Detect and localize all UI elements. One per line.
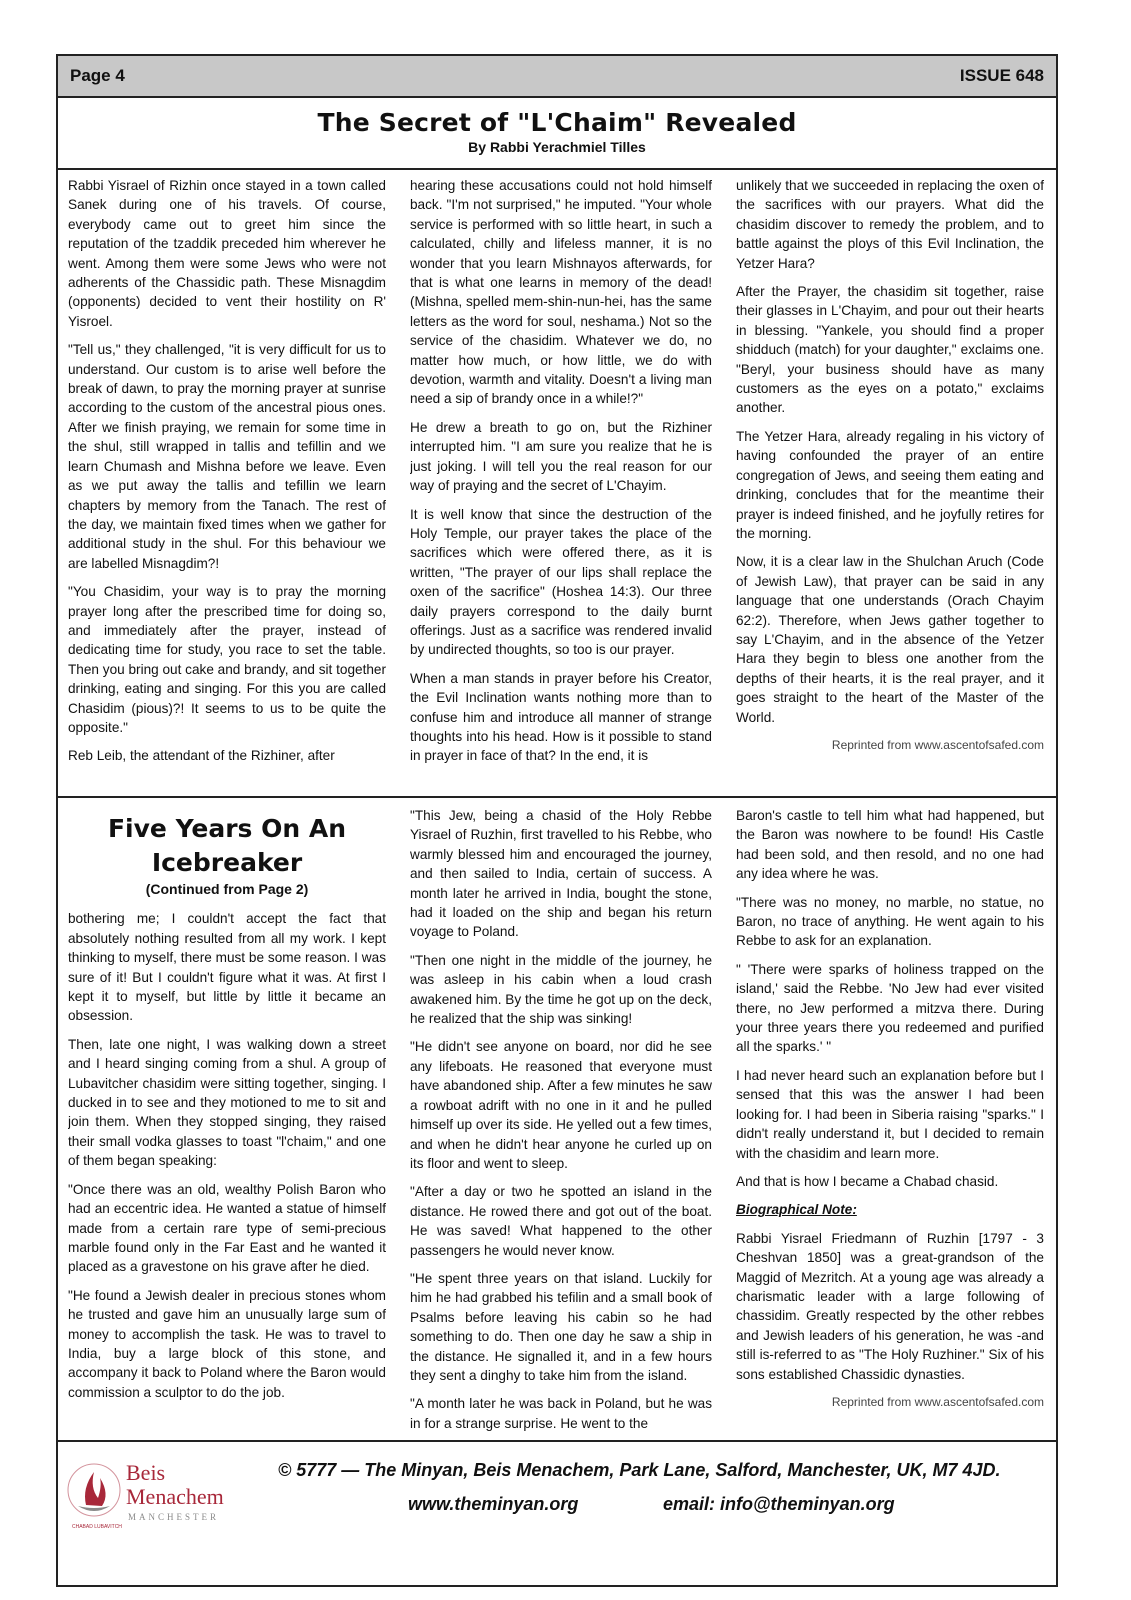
paragraph: Then, late one night, I was walking down a street and I heard singing coming from a shul. A group of Lubavitcher chasidim were sitting together, singing. I ducked in to see and they motioned to me to sit and join them. When they stopped singing, they raised their small vodka glasses to toast "l'chaim," and one of them began speaking: (68, 1036, 386, 1169)
paragraph: "There was no money, no marble, no statue, no Baron, no trace of anything. He went again to his Rebbe to ask for an explanation. (736, 894, 1044, 949)
section-divider (58, 796, 1056, 798)
article2-title-line2: Icebreaker (151, 848, 303, 877)
paragraph: "After a day or two he spotted an island in the distance. He rowed there and got out of the boat. He was saved! What happened to the other passengers he would never know. (410, 1184, 712, 1258)
paragraph: I had never heard such an explanation before but I sensed that this was the answer I had been looking for. I had been in Siberia raising "sparks." I didn't really understand it, but I decided to remain with the chasidim and learn more. (736, 1067, 1044, 1161)
paragraph: "A month later he was back in Poland, but he was in for a strange surprise. He went to the (410, 1396, 712, 1431)
paragraph: "This Jew, being a chasid of the Holy Rebbe Yisrael of Ruzhin, first travelled to his Rebbe, who warmly blessed him and encouraged the journey, and then sailed to India, certain of success. A month later he arrived in India, bought the stone, had it loaded on the ship and began his return voyage to Poland. (410, 808, 712, 940)
paragraph: "Once there was an old, wealthy Polish Baron who had an eccentric idea. He wanted a statue of himself made from a certain rare type of semi-precious marble found only in the Far East and he wanted it placed as a gravestone on his grave after he died. (68, 1181, 386, 1275)
paragraph: " 'There were sparks of holiness trapped on the island,' said the Rebbe. 'No Jew had ever visited there, no Jew performed a mitzva there. During your three years there you redeemed and purified all the sparks.' " (736, 961, 1044, 1055)
logo-emblem-icon (64, 1450, 254, 1530)
email-link[interactable]: email: info@theminyan.org (663, 1494, 895, 1514)
article2-subtitle: (Continued from Page 2) (145, 881, 309, 897)
paragraph: It is well know that since the destruction of the Holy Temple, our prayer takes the place of the sacrifices which were offered there, as it is written, "The prayer of our lips shall replace the oxen of the sacrifice" (Hoshea 14:3). Our three daily prayers correspond to the daily burnt offerings. Just as a sacrifice was rendered invalid by undirected thoughts, so too is our prayer. (410, 506, 712, 658)
paragraph: Now, it is a clear law in the Shulchan Aruch (Code of Jewish Law), that prayer can be said in any language that one understands (Orach Chayim 62:2). Therefore, when Jews gather together to say L'Chayim, and in the absence of the Yetzer Hara they begin to bless one another from the depths of their hearts, it is the real prayer, and it goes straight to the heart of the Master of the World. (736, 554, 1044, 725)
paragraph: "He spent three years on that island. Luckily for him he had grabbed his tefilin and a small book of Psalms before leaving his cabin so he had something to do. Then one day he saw a ship in the distance. He signalled it, and in a few hours they sent a dinghy to take him from the island. (410, 1270, 712, 1383)
article1-column-2 (410, 176, 712, 796)
article2-column-1 (68, 804, 386, 1440)
logo-arc-text: CHABAD LUBAVITCH (72, 1524, 122, 1530)
paragraph: When a man stands in prayer before his Creator, the Evil Inclination wants nothing more than to confuse him and introduce all manner of strange thoughts into his head. How is it possible to stand in prayer in face of that? In the end, it is (410, 670, 712, 764)
paragraph: "He found a Jewish dealer in precious stones whom he trusted and gave him an unusually large sum of money to accomplish the task. He was to travel to India, buy a large block of this stone, and accompany it back to Poland where the Baron would commission a sculptor to do the job. (68, 1287, 386, 1400)
page-frame (56, 54, 1058, 1587)
paragraph: The Yetzer Hara, already regaling in his victory of having confounded the prayer of an entire congregation of Jews, and seeing them eating and drinking, concludes that for the meantime their prayer is indeed finished, and he joyfully retires for the morning. (736, 428, 1044, 541)
paragraph: Reb Leib, the attendant of the Rizhiner, after (68, 748, 335, 764)
article1-title: The Secret of "L'Chaim" Revealed (317, 108, 797, 137)
beis-menachem-logo (64, 1450, 254, 1530)
issue-number: ISSUE 648 (959, 66, 1044, 85)
page-footer (58, 1442, 1056, 1587)
bio-note-heading: Biographical Note: (736, 1202, 857, 1218)
copyright-line: © 5777 — The Minyan, Beis Menachem, Park Lane, Salford, Manchester, UK, M7 4JD. (278, 1460, 1001, 1480)
page-number: Page 4 (70, 66, 125, 85)
article2-title-line1: Five Years On An (107, 814, 347, 843)
logo-text-manchester: MANCHESTER (128, 1512, 220, 1522)
logo-text-beis: Beis (126, 1460, 166, 1485)
paragraph: unlikely that we succeeded in replacing the oxen of the sacrifices with our prayers. What did the chasidim discover to remedy the problem, and to battle against the ploys of this Evil Inclination, the Yetzer Hara? (736, 178, 1044, 271)
paragraph: hearing these accusations could not hold himself back. "I'm not surprised," he imputed. "Your whole service is performed with so little heart, in such a calculated, chilly and lifeless manner, it is no wonder that you learn Mishnayos afterwards, for that is what one learns in memory of the dead! (Mishna, spelled mem-shin-nun-hei, has the same letters as the word for soul, neshama.) Not so the service of the chasidim. Whatever we do, no matter how much, or how little, we do with devotion, warmth and vitality. Doesn't a living man need a sip of brandy once in a while!?" (410, 178, 712, 407)
paragraph: bothering me; I couldn't accept the fact that absolutely nothing resulted from all my work. I kept thinking to myself, there must be some reason. I was sure of it! But I couldn't figure what it was. At first I kept it to myself, but little by little it became an obsession. (68, 911, 386, 1024)
article1-byline: By Rabbi Yerachmiel Tilles (468, 139, 646, 155)
paragraph: And that is how I became a Chabad chasid. (736, 1173, 999, 1189)
paragraph: "Then one night in the middle of the journey, he was asleep in his cabin when a loud crash awakened him. By the time he got up on the deck, he realized that the ship was sinking! (410, 952, 712, 1027)
paragraph: Baron's castle to tell him what had happened, but the Baron was nowhere to be found! His Castle had been sold, and then resold, and no one had any idea where he was. (736, 808, 1044, 882)
article2-reprint-credit: Reprinted from www.ascentofsafed.com (831, 1394, 1044, 1409)
bio-note-text: Rabbi Yisrael Friedmann of Ruzhin [1797 - 3 Cheshvan 1850] was a great-grandson of the Maggid of Mezritch. At a young age was already a charismatic leader with a large following of chassidim. Greatly respected by the other rebbes and Jewish leaders of his generation, he was -and still is-referred to as "The Holy Ruzhiner." Six of his sons established Chassidic dynasties. (736, 1230, 1044, 1382)
paragraph: "You Chasidim, your way is to pray the morning prayer long after the prescribed time for doing so, and immediately after the prayer, instead of dedicating time for study, you race to set the table. Then you bring out cake and brandy, and sit together drinking, eating and singing. For this you are called Chasidim (pious)?! It seems to us to be quite the opposite." (68, 584, 386, 735)
logo-text-menachem: Menachem (126, 1484, 224, 1509)
website-link[interactable]: www.theminyan.org (408, 1494, 579, 1514)
article1-column-3 (736, 176, 1044, 796)
article2-column-3 (736, 806, 1044, 1440)
paragraph: "He didn't see anyone on board, nor did he see any lifeboats. He reasoned that everyone must have abandoned ship. After a few minutes he saw a rowboat adrift with no one in it and he pulled himself up over its side. He yelled out a few times, and when he didn't hear anyone he curled up on its floor and went to sleep. (410, 1039, 712, 1171)
article1-column-1 (68, 176, 386, 796)
article2-column-2 (410, 806, 712, 1440)
paragraph: "Tell us," they challenged, "it is very difficult for us to understand. Our custom is to arise well before the break of dawn, to pray the morning prayer at sunrise according to the custom of the ancestral pious ones. After we finish praying, we remain for some time in the shul, still wrapped in tallis and tefillin and we learn Chumash and Mishna before we leave. Even as we put away the tallis and tefillin we learn chapters by memory from the Tanach. The rest of the day, we maintain fixed times when we gather for additional study in the shul. For this behaviour we are labelled Misnagdim?! (68, 342, 386, 571)
page-header-bar (58, 56, 1056, 98)
paragraph: After the Prayer, the chasidim sit together, raise their glasses in L'Chayim, and pour out their hearts in blessing. "Yankele, you should find a proper shidduch (match) for your daughter," exclaims one. "Beryl, your business should have as many customers as the eyes on a potato," exclaims another. (736, 284, 1044, 416)
article2-title (68, 812, 386, 880)
article1-reprint-credit: Reprinted from www.ascentofsafed.com (831, 737, 1044, 752)
paragraph: He drew a breath to go on, but the Rizhiner interrupted him. "I am sure you realize that he is just joking. I will tell you the real reason for our way of praying and the secret of L'Chayim. (410, 419, 712, 494)
paragraph: Rabbi Yisrael of Rizhin once stayed in a town called Sanek during one of his travels. Of course, everybody came out to greet him since the reputation of the tzaddik preceded him wherever he went. Among them were some Jews who were not adherents of the Chassidic path. These Misnagdim (opponents) decided to vent their hostility on R' Yisroel. (68, 178, 386, 329)
article1-title-box (58, 98, 1056, 170)
